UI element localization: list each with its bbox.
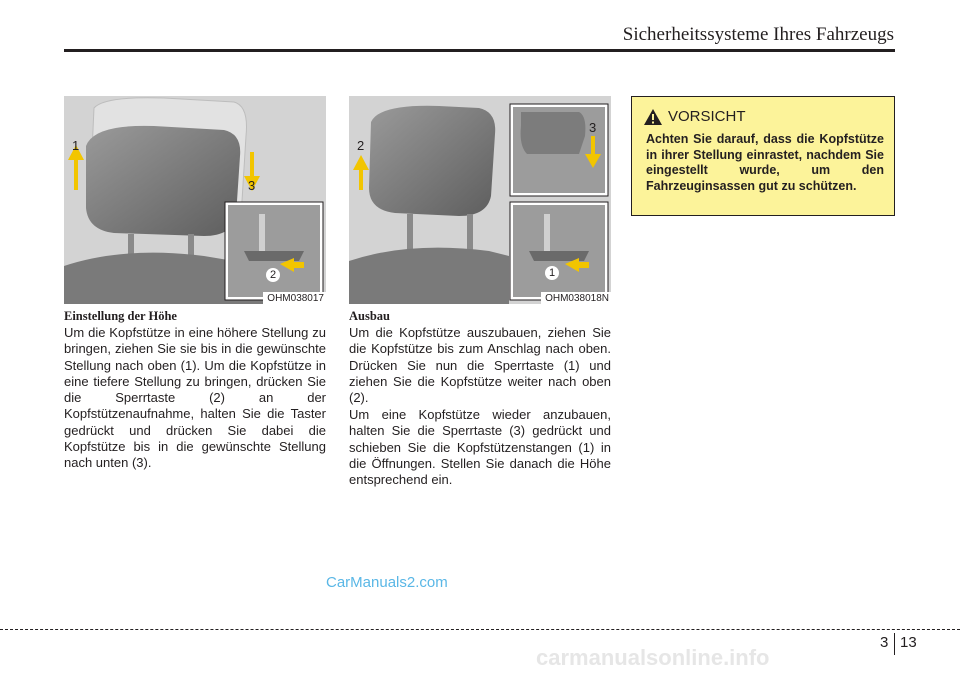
paragraph: Um die Kopfstütze in eine höhere Stellung zu bringen, ziehen Sie sie bis in die gewünschte Stellung nach oben (1). Um die Kopfstütze in eine tiefere Stellung zu bringen, drücken Sie die Sperrtaste (2) an der Kopfstützenaufnahme, halten Sie die Taster gedrückt und drücken Sie dabei die Kopfstütze bis in die gewünschte Stellung nach unten (3).	[64, 325, 326, 471]
section-title: Ausbau	[349, 309, 390, 323]
headrest-removal-illustration	[349, 96, 611, 304]
paragraph: Um eine Kopfstütze wieder anzubauen, halten Sie die Sperrtaste (3) gedrückt und schieben Sie die Kopfstützenstangen (1) in die Öffnungen. Stellen Sie danach die Höhe entsprechend ein.	[349, 407, 611, 488]
section-title: Einstellung der Höhe	[64, 309, 177, 323]
paragraph: Um die Kopfstütze auszubauen, ziehen Sie die Kopfstütze bis zum Anschlag nach oben. Drücken Sie nun die Sperrtaste (1) und ziehen Sie die Kopfstütze weiter nach oben (2).	[349, 325, 611, 406]
caution-title: VORSICHT	[668, 108, 746, 125]
callout-2: 2	[357, 138, 365, 153]
figure-code: OHM038018N	[541, 292, 611, 304]
figure-code: OHM038017	[263, 292, 326, 304]
header-title: Sicherheitssysteme Ihres Fahrzeugs	[622, 24, 894, 45]
warning-triangle-icon	[644, 109, 662, 125]
caution-box	[631, 96, 895, 216]
figure-removal	[349, 96, 611, 304]
chapter-number: 3	[880, 634, 889, 651]
page-divider	[894, 633, 895, 655]
page-number: 13	[900, 634, 917, 651]
callout-1: 1	[545, 266, 559, 280]
caution-text: Achten Sie darauf, dass die Kopfstütze in ihrer Stellung einrastet, nachdem Sie eingestellt wurde, um den Fahrzeuginsassen gut zu schützen.	[646, 132, 884, 193]
callout-1: 1	[72, 138, 80, 153]
watermark[interactable]: CarManuals2.com	[326, 574, 448, 591]
figure-height-adjust	[64, 96, 326, 304]
footer-watermark: carmanualsonline.info	[536, 645, 770, 670]
header-rule	[64, 49, 895, 52]
callout-3: 3	[589, 120, 597, 135]
headrest-illustration	[64, 96, 326, 304]
footer-rule	[0, 629, 960, 630]
callout-2: 2	[266, 268, 280, 282]
caution-heading	[644, 108, 746, 125]
callout-3: 3	[248, 178, 256, 193]
